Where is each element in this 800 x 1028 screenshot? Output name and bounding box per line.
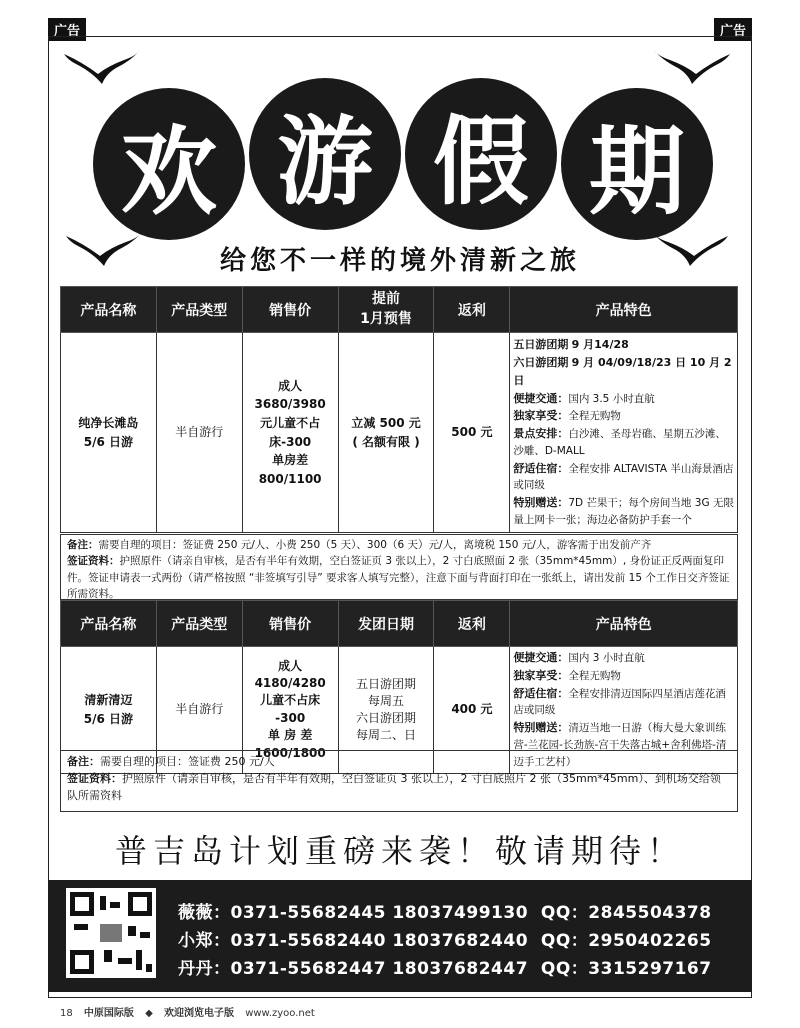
header-price: 销售价 bbox=[242, 601, 338, 647]
feature-item: 六日游团期 9 月 04/09/18/23 日 10 月 2 日 bbox=[513, 355, 732, 387]
note-2: 备注：需要自理的项目：签证费 250 元/人 签证资料：护照原件（请亲自审核，是否有半年有效期，空白签证页 3 张以上），2 寸白底照片 2 张（35mm*45mm）、到机场交给领队所需资料 bbox=[60, 750, 738, 812]
rebate: 500 元 bbox=[434, 333, 510, 533]
note-1: 备注：需要自理的项目：签证费 250 元/人、小费 250（5 天）、300（6 天）元/人，离境税 150 元/人，游客需于出发前产齐 签证资料：护照原件（请亲自审核，是否有半年有效期，空白签证页 3 张以上），2 寸白底照面 2 张（35mm*45mm）, 身份证正反两面复印件。签证申请表一式两份（请严格按照 “非签填写引导” 要求客人填写完整），注意下面与背面打印在一张纸上，请出发前 15 个工作日交齐签证所需资料。 bbox=[60, 534, 738, 600]
feature-item: 便捷交通：国内 3.5 小时直航 bbox=[513, 391, 655, 405]
product-price: 成人 4180/4280 儿童不占床 -300 单 房 差 1600/1800 bbox=[242, 647, 338, 774]
header-product: 产品名称 bbox=[61, 601, 157, 647]
features bbox=[510, 333, 738, 533]
feature-item: 特别赠送：7D 芒果干；每个房间当地 3G 无限量上网卡一张；海边必备防护手套一个 bbox=[513, 496, 734, 527]
contact-row: 薇薇：0371-55682445 18037499130 QQ：2845504378 bbox=[178, 903, 712, 923]
feature-item: 舒适住宿：全程安排清迈国际四星酒店莲花酒店或同级 bbox=[513, 686, 726, 717]
feature-item: 五日游团期 9 月14/28 bbox=[513, 338, 629, 352]
feature-item: 独家享受：全程无购物 bbox=[513, 409, 621, 423]
logo-icon: ◆ bbox=[145, 1008, 153, 1019]
header-rebate: 返利 bbox=[434, 287, 510, 333]
product-price: 成人 3680/3980 元儿童不占 床-300 单房差 800/1100 bbox=[242, 333, 338, 533]
product-name: 清新清迈 5/6 日游 bbox=[61, 647, 157, 774]
page-number: 18 bbox=[60, 1008, 73, 1019]
contact-row: 丹丹：0371-55682447 18037682447 QQ：3315297167 bbox=[178, 959, 712, 979]
header-type: 产品类型 bbox=[156, 287, 242, 333]
qr-code-icon bbox=[66, 888, 156, 978]
title-char: 游 bbox=[249, 78, 401, 230]
page-footer bbox=[60, 1004, 315, 1019]
ad-tag-left: 广告 bbox=[48, 18, 86, 41]
product-table-1 bbox=[60, 286, 738, 533]
header-dates: 发团日期 bbox=[338, 601, 434, 647]
header-features: 产品特色 bbox=[510, 287, 738, 333]
early-discount: 立减 500 元 ( 名额有限 ) bbox=[338, 333, 434, 533]
subtitle: 给您不一样的境外清新之旅 bbox=[219, 246, 580, 276]
feature-item: 景点安排：白沙滩、圣母岩礁、星期五沙滩、沙雕、D-MALL bbox=[513, 427, 726, 457]
title-char: 假 bbox=[405, 78, 557, 230]
rebate: 400 元 bbox=[434, 647, 510, 774]
product-table-2 bbox=[60, 600, 738, 774]
title-char: 欢 bbox=[93, 88, 245, 240]
header-features: 产品特色 bbox=[510, 601, 738, 647]
header-type: 产品类型 bbox=[156, 601, 242, 647]
header-product: 产品名称 bbox=[61, 287, 157, 333]
feature-item: 舒适住宿：全程安排 ALTAVISTA 半山海景酒店或同级 bbox=[513, 461, 734, 492]
phuket-announcement: 普吉岛计划重磅来袭！敬请期待！ bbox=[114, 832, 685, 870]
feature-item: 特别赠送：清迈当地一日游（梅大曼大象训练营-兰花园-长劲族-宫干失落古城+舍利佛塔-清迈手工艺村） bbox=[513, 721, 727, 768]
edition-name: 中原国际版 bbox=[83, 1008, 134, 1019]
product-type: 半自游行 bbox=[156, 333, 242, 533]
contact-row: 小郑：0371-55682440 18037682440 QQ：2950402265 bbox=[178, 931, 712, 951]
website-link[interactable]: www.zyoo.net bbox=[245, 1008, 315, 1019]
title-char: 期 bbox=[561, 88, 713, 240]
header-early: 提前 1月预售 bbox=[338, 287, 434, 333]
contact-panel bbox=[48, 880, 752, 992]
feature-item: 便捷交通：国内 3 小时直航 bbox=[513, 651, 645, 664]
product-name: 纯净长滩岛 5/6 日游 bbox=[61, 333, 157, 533]
feature-item: 独家享受：全程无购物 bbox=[513, 668, 621, 682]
ad-tag-right: 广告 bbox=[714, 18, 752, 41]
product-type: 半自游行 bbox=[156, 647, 242, 774]
slogan: 欢迎浏览电子版 bbox=[164, 1008, 234, 1019]
header-rebate: 返利 bbox=[434, 601, 510, 647]
departure-dates: 五日游团期 每周五 六日游团期 每周二、日 bbox=[338, 647, 434, 774]
header-price: 销售价 bbox=[242, 287, 338, 333]
main-title bbox=[93, 78, 713, 248]
